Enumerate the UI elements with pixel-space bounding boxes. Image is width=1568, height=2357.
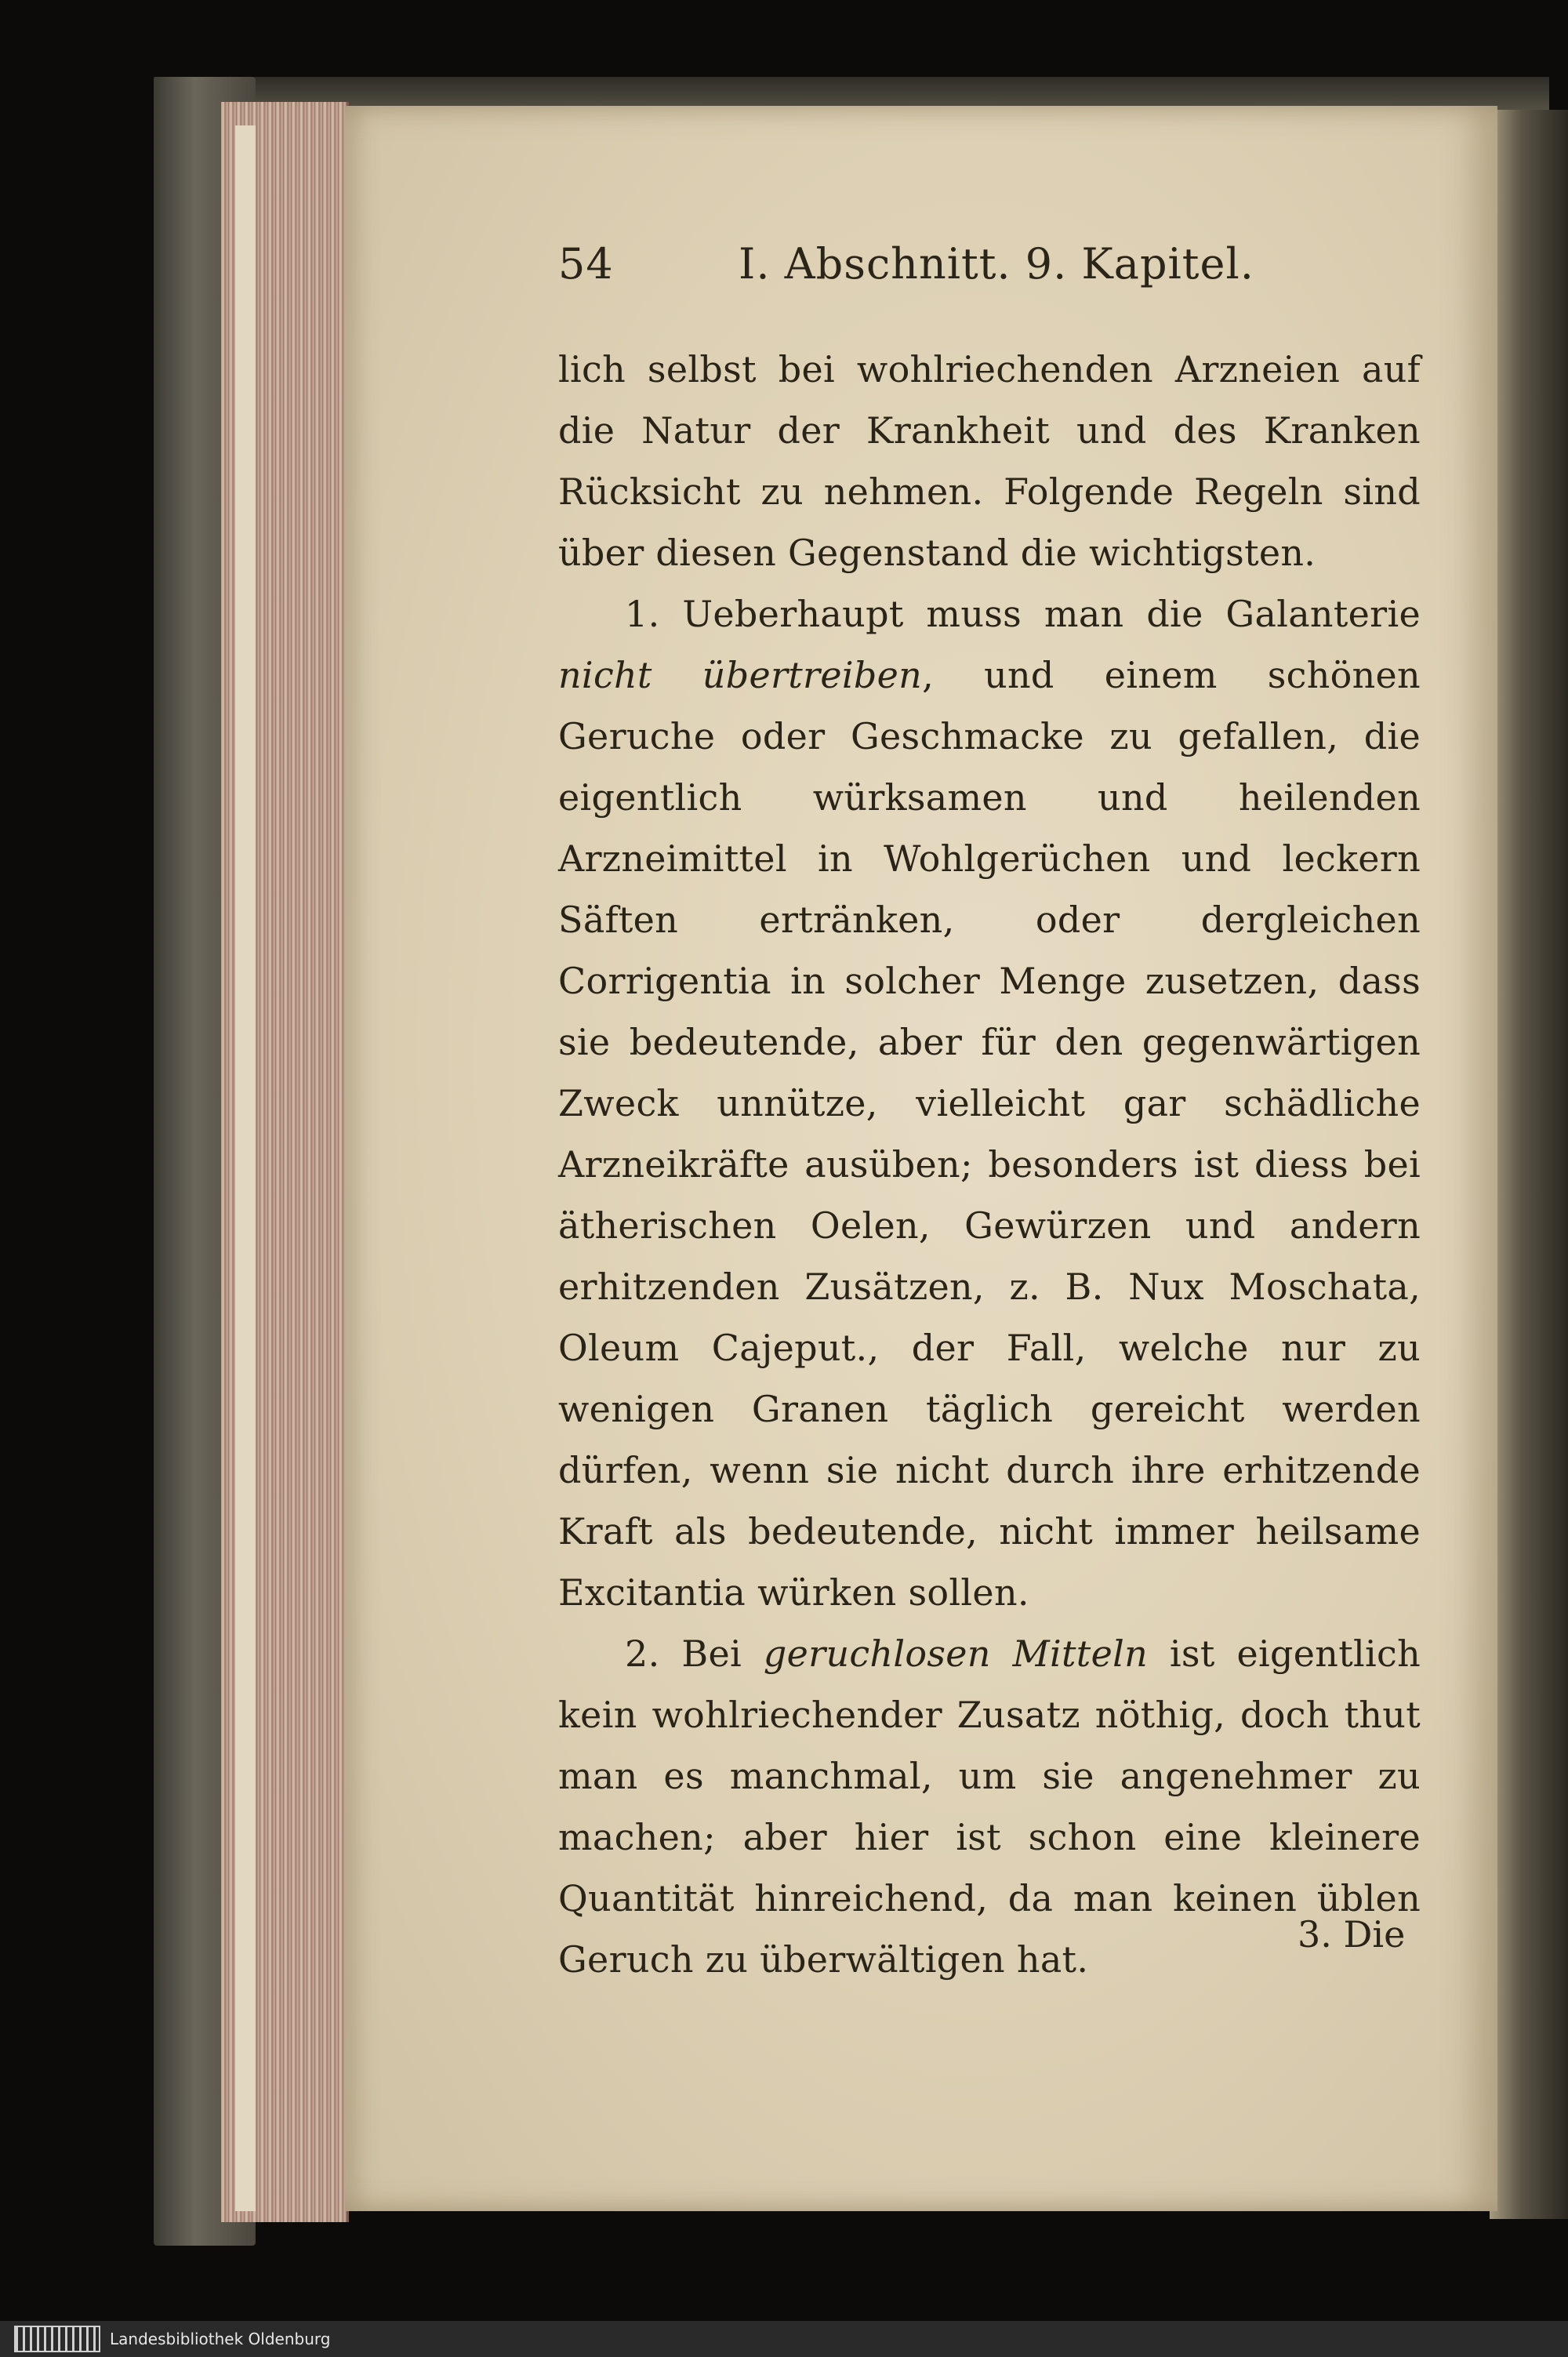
- library-logo-icon: [14, 2326, 100, 2352]
- paragraph-1: lich selbst bei wohlriechenden Arzneien auf die Natur der Krankheit und des Kranken Rücksicht zu nehmen. Folgende Regeln sind über diesen Gegenstand die wichtigsten.: [558, 348, 1421, 574]
- library-name: Landesbibliothek Oldenburg: [110, 2330, 331, 2348]
- running-head: I. Abschnitt. 9. Kapitel.: [739, 239, 1254, 289]
- footer-bar: [0, 2321, 1568, 2357]
- page-number: 54: [558, 239, 614, 289]
- emphasis: nicht übertreiben: [558, 654, 923, 696]
- rule-number: 2.: [625, 1632, 660, 1675]
- page-header: [558, 239, 1421, 302]
- rule-number: 1.: [625, 593, 660, 635]
- book-right-edge: [1490, 110, 1568, 2219]
- page-edges-inner: [235, 125, 256, 2211]
- paragraph-rule-2: 2. Bei geruchlosen Mitteln ist eigentlich kein wohlriechender Zusatz nöthig, doch thut man es manchmal, um sie angenehmer zu machen; aber hier ist schon eine kleinere Quantität hinreichend, da man keinen üblen Geruch zu überwältigen hat.: [558, 1632, 1421, 1981]
- emphasis: geruchlosen Mitteln: [763, 1632, 1149, 1675]
- body-text: [558, 339, 1421, 1990]
- catchword: 3. Die: [1298, 1913, 1406, 1956]
- paragraph-rule-1: 1. Ueberhaupt muss man die Galanterie nicht übertreiben, und einem schönen Geruche oder Geschmacke zu gefallen, die eigentlich würksamen und heilenden Arzneimittel in Wohlgerüchen und leckern Säften ertränken, oder dergleichen Corrigentia in solcher Menge zusetzen, dass sie bedeutende, aber für den gegenwärtigen Zweck unnütze, vielleicht gar schädliche Arzneikräfte ausüben; besonders ist diess bei ätherischen Oelen, Gewürzen und andern erhitzenden Zusätzen, z. B. Nux Moschata, Oleum Cajeput., der Fall, welche nur zu wenigen Granen täglich gereicht werden dürfen, wenn sie nicht durch ihre erhitzende Kraft als bedeutende, nicht immer heilsame Excitantia würken sollen.: [558, 593, 1421, 1614]
